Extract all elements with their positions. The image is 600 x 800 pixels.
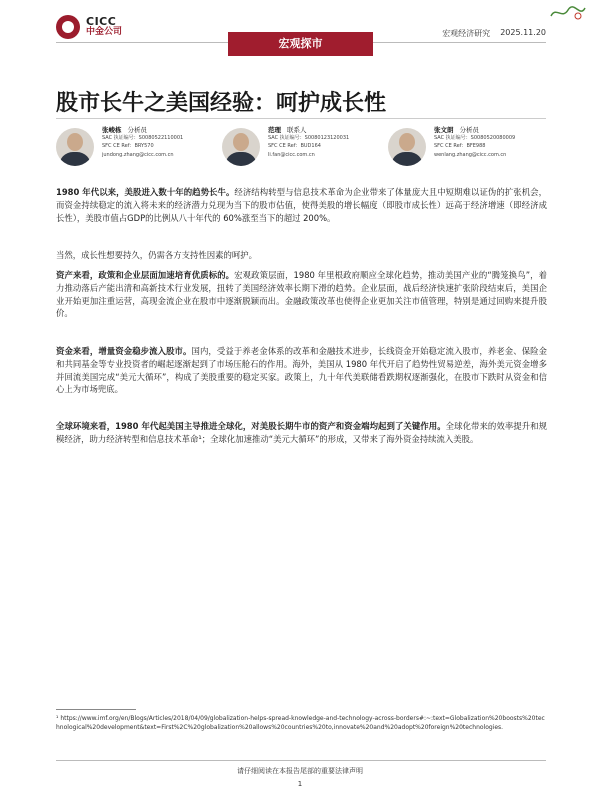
author-sac: SAC 执证编号：S0080123120031	[268, 135, 350, 142]
author-email[interactable]: wenlang.zhang@cicc.com.cn	[434, 151, 507, 158]
paragraph-overview	[56, 186, 547, 224]
footer-divider	[56, 760, 546, 761]
author-email[interactable]: jundong.zhang@cicc.com.cn	[102, 151, 174, 158]
author-card	[222, 126, 387, 172]
author-sac: SAC 执证编号：S0080522110001	[102, 135, 184, 142]
author-role: 分析员	[127, 126, 147, 134]
paragraph-global	[56, 420, 547, 446]
author-role: 联系人	[287, 126, 307, 134]
paragraph-lead: 资金来看，增量资金稳步流入股市。	[56, 346, 192, 356]
paragraph-lead: 全球环境来看，1980 年代起美国主导推进全球化，对美股长期牛市的资产和资金端均起到了关键作用。	[56, 421, 446, 431]
cicc-logo	[56, 12, 122, 42]
paragraph-body: 国内，受益于养老金体系的改革和金融技术进步，长线资金开始稳定流入股市，养老金、保险金和共同基金等专业投资者的崛起逐渐起到了市场压舱石的作用。海外，美国从 1980 年代开启了趋势性贸易逆差，海外美元资金增多并回流美国完成“美元大循环”，构成了美股重要的稳定买家。政策上，九十年代美联储看跌期权逐渐强化，在股市下跌时从资金和信心上为市场兜底。	[56, 346, 548, 395]
author-card	[388, 126, 553, 172]
author-sac: SAC 执证编号：S0080520080009	[434, 135, 516, 142]
author-sfc: SFC CE Ref：BRY570	[102, 143, 154, 150]
header-meta	[442, 28, 546, 39]
paragraph-body: 经济结构转型与信息技术革命为企业带来了体量庞大且中短期难以证伪的扩张机会，而资金持续稳定的流入将未来的经济潜力兑现为当下的股市估值，使得美股的增长幅度（即股市成长性）远高于经济增速（即经济成长性），美股市值占GDP的比例从八十年代的 60%涨至当下的超过 200%。	[56, 187, 547, 223]
legal-disclaimer: 请仔细阅读在本报告尾部的重要法律声明	[237, 767, 363, 775]
author-sfc: SFC CE Ref：BFE988	[434, 143, 486, 150]
paragraph-funds	[56, 345, 547, 396]
author-sfc: SFC CE Ref：BUD164	[268, 143, 321, 150]
author-role: 分析员	[459, 126, 479, 134]
paragraph-body: 宏观政策层面，1980 年里根政府顺应全球化趋势，推动美国产业的“腾笼换鸟”，着力推动落后产能出清和高新技术行业发展，扭转了美国经济效率长期下滑的趋势。企业层面，战后经济快速扩张阶段结束后，美国企业开始更加注重运营，高现金流企业在股市中逐渐脱颖而出。金融政策改革也使得企业更加关注市值管理，特别是通过回购来提升股价。	[56, 270, 548, 319]
author-card	[56, 126, 221, 172]
author-avatar	[388, 128, 426, 166]
author-avatar	[222, 128, 260, 166]
paragraph-transition: 当然，成长性想要持久，仍需各方支持性因素的呵护。	[56, 250, 257, 260]
cicc-logo-icon	[56, 15, 80, 39]
paragraph-assets	[56, 269, 547, 320]
paragraph-lead: 1980 年代以来，美股进入数十年的趋势长牛。	[56, 187, 235, 197]
author-name: 范理	[268, 126, 281, 134]
footnote-divider	[56, 709, 136, 710]
green-stamp-icon	[548, 4, 588, 22]
footnote-link[interactable]: ¹ https://www.imf.org/en/Blogs/Articles/2018/04/09/globalization-helps-spread-knowledge-and-technology-across-borders#:~:text=Globalization%20boosts%20technological%20development&text=First%2C%20globalization%20allows%20countries%20to,innovate%20and%20adopt%20foreign%20technologies.	[56, 715, 545, 732]
author-name: 张文朗	[434, 126, 454, 134]
paragraph-lead: 资产来看，政策和企业层面加速培育优质标的。	[56, 270, 235, 280]
logo-en-text: CICC	[86, 15, 117, 28]
author-name: 张峻栋	[102, 126, 122, 134]
author-email[interactable]: li.fan@cicc.com.cn	[268, 151, 315, 158]
paragraph-body: 全球化带来的效率提升和规模经济，助力经济转型和信息技术革命¹；全球化加速推动“美元大循环”的形成，又带来了海外资金持续流入美股。	[56, 421, 547, 444]
author-avatar	[56, 128, 94, 166]
title-divider	[56, 118, 546, 119]
report-category: 宏观经济研究	[442, 29, 491, 38]
page-number: 1	[297, 780, 303, 788]
logo-cn-text: 中金公司	[86, 27, 123, 37]
report-date: 2025.11.20	[500, 28, 546, 37]
section-banner: 宏观探市	[228, 32, 373, 56]
report-title: 股市长牛之美国经验：呵护成长性	[56, 91, 387, 116]
